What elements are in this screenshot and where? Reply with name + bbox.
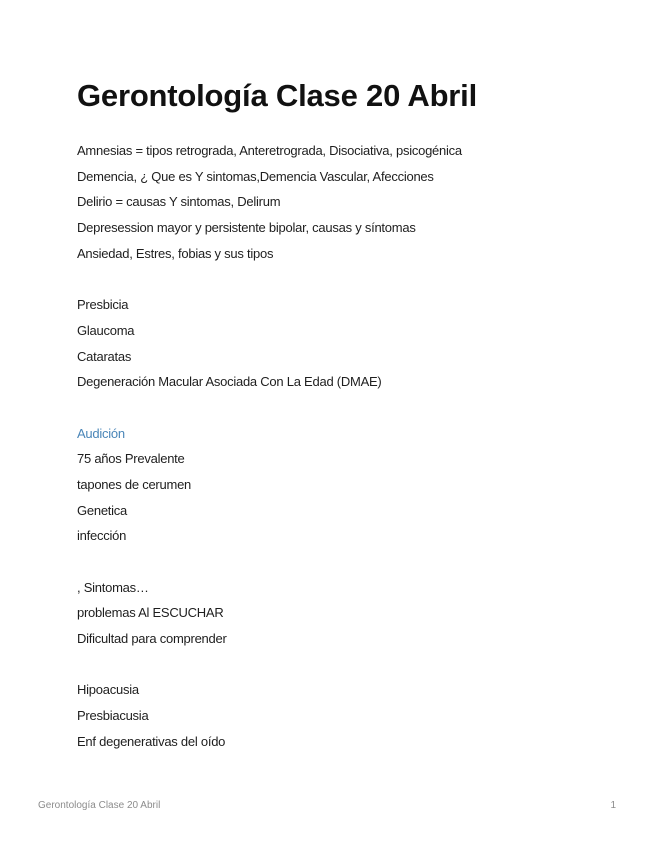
text-line: Presbiacusia (77, 708, 149, 724)
text-line: , Sintomas… (77, 579, 149, 595)
text-line: problemas Al ESCUCHAR (77, 605, 224, 621)
text-line: Depresession mayor y persistente bipolar, causas y síntomas (77, 220, 416, 236)
blank-line (77, 553, 637, 579)
page-title: Gerontología Clase 20 Abril (77, 78, 477, 113)
footer-doc-name: Gerontología Clase 20 Abril (38, 800, 161, 811)
text-line: Delirio = causas Y sintomas, Delirum (77, 194, 281, 210)
footer-page-number: 1 (610, 800, 616, 811)
blank-line (77, 399, 637, 425)
text-line: infección (77, 528, 127, 544)
text-line: Demencia, ¿ Que es Y sintomas,Demencia Vascular, Afecciones (77, 168, 434, 184)
text-line: Glaucoma (77, 322, 135, 338)
text-line: Degeneración Macular Asociada Con La Edad (DMAE) (77, 374, 382, 390)
text-line: Enf degenerativas del oído (77, 733, 226, 749)
text-line: Genetica (77, 502, 128, 518)
text-line: Amnesias = tipos retrograda, Anteretrograda, Disociativa, psicogénica (77, 143, 462, 158)
document-body (77, 142, 637, 759)
text-line: Hipoacusia (77, 682, 139, 698)
text-line: 75 años Prevalente (77, 451, 185, 467)
blank-line (77, 270, 637, 296)
section-heading: Audición (77, 425, 125, 441)
text-line: Presbicia (77, 297, 129, 313)
text-line: Ansiedad, Estres, fobias y sus tipos (77, 245, 274, 261)
text-line: Cataratas (77, 348, 132, 364)
text-line: Dificultad para comprender (77, 631, 227, 647)
text-line: tapones de cerumen (77, 476, 192, 492)
blank-line (77, 656, 637, 682)
